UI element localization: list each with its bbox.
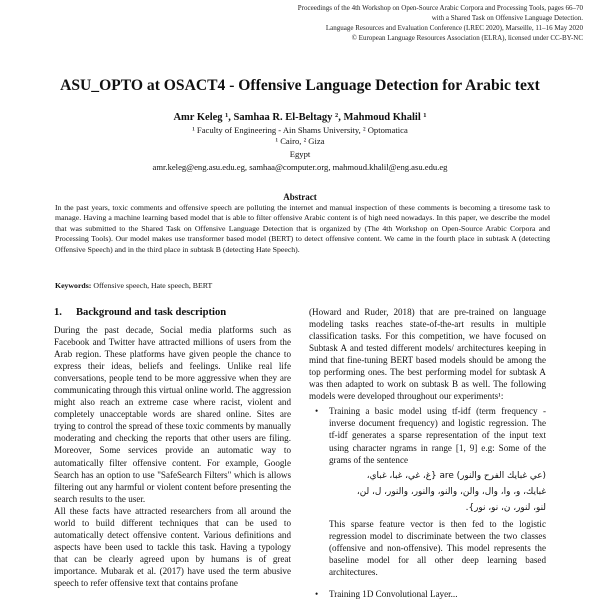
keywords (55, 281, 212, 290)
affiliation-line: ¹ Faculty of Engineering - Ain Shams University, ² Optomatica (192, 125, 408, 135)
abstract-heading: Abstract (283, 192, 317, 202)
arabic-example (329, 468, 546, 516)
list-item (309, 405, 546, 577)
keywords-label: Keywords: (55, 281, 92, 290)
bullet-marker: • (315, 588, 319, 599)
paragraph: All these facts have attracted researchers from all around the world to build different techniques that can be used to automatically detect offensive content. Various definitions and aspects have been used to tackle this task. Having a typology that can be clearly agreed upon by humans is of great importance. Mubarak et al. (2017) have used the term abusive speech to refer offensive text that contains profane (54, 505, 291, 588)
arabic-line: (عي غبايك الفرح والنور) are {غ، غي، غبا، غباي، (366, 470, 546, 481)
proceedings-header (163, 3, 583, 43)
right-column (309, 306, 546, 600)
header-line: Proceedings of the 4th Workshop on Open-Source Arabic Corpora and Processing Tools, pages 66–70 (297, 4, 583, 12)
bullet-text: Training a basic model using tf-idf (term frequency - inverse document frequency) and logistic regression. The tf-idf generates a sparse representation of the input text using character ngrams in range [1, 9] e.g: Some of the grams of the sentence (329, 406, 546, 465)
paragraph: (Howard and Ruder, 2018) that are pre-trained on language modeling tasks reaches state-of-the-art results in multiple classification tasks. For this competition, we have focused on Subtask A and tested different models/ architectures keeping in mind that fine-tuning BERT based models should be among the top performing ones. The best performing model for subtask A was then adapted to work on subtask B as well. The following models were developed throughout our experiments¹: (309, 307, 546, 402)
arabic-line: غبايك، و، وا، وال، والن، والنو، والنور، والنور، ل، لن، (356, 486, 546, 497)
paragraph: During the past decade, Social media platforms such as Facebook and Twitter have attracted millions of users from the Arab region. These platforms have given people the chance to express their ideas, beliefs and feelings. Unlike real life conversations, people tend to be more aggressive when they are communicating through this virtual online world. The aggression might also reach an extreme case where racist, violent and completely unacceptable words are shared online. Sites are trying to control the spread of these toxic comments by manually moderating and checking the reports that other users are filing. Moreover, Some services provide an automatic way to automatically filter offensive content. For example, Google Search has an option to use "SafeSearch Filters" which is allows filtering out any harmful or violent content before presenting the search results to the user. (54, 325, 291, 504)
paper-title: ASU_OPTO at OSACT4 - Offensive Language Detection for Arabic text (60, 77, 540, 94)
header-line: Language Resources and Evaluation Conference (LREC 2020), Marseille, 11–16 May 2020 (325, 24, 583, 32)
keywords-text: Offensive speech, Hate speech, BERT (93, 281, 213, 290)
section-title: Background and task description (75, 307, 227, 318)
list-item (309, 578, 546, 600)
header-line: © European Language Resources Association (ELRA), licensed under CC-BY-NC (351, 34, 583, 42)
header-line: with a Shared Task on Offensive Language Detection. (431, 14, 583, 22)
arabic-line: لنو، لنور، ن، نو، نور}. (465, 502, 546, 513)
bullet-marker: • (315, 406, 319, 417)
affiliation-line: ¹ Cairo, ² Giza (275, 136, 325, 146)
affiliation-line: Egypt (289, 149, 311, 159)
section-heading (54, 307, 240, 318)
model-list (309, 405, 546, 600)
abstract-body: In the past years, toxic comments and offensive speech are polluting the internet and manual inspection of these comments is becoming a tiresome task to manage. Having a machine learning based model that is able to filter offensive Arabic content is of high need nowadays. In this paper, we describe the model that was submitted to the Shared Task on Offensive Language Detection that is organized by (The 4th Workshop on Open-Source Arabic Corpora and Processing Tools). Our model makes use transformer based model (BERT) to detect offensive content. We came in the fourth place in subtask A (detecting Offensive Speech) and in the third place in subtask B (detecting Hate Speech). (55, 203, 550, 254)
bullet-text: This sparse feature vector is then fed to the logistic regression model to discriminate between the two classes (offensive and non-offensive). This model represents the baseline model for all other deep learning based architectures. (329, 518, 546, 577)
section-number: 1. (54, 307, 62, 318)
left-column (54, 324, 291, 589)
paper-authors: Amr Keleg ¹, Samhaa R. El-Beltagy ², Mahmoud Khalil ¹ (173, 112, 427, 123)
author-emails: amr.keleg@eng.asu.edu.eg, samhaa@computer.org, mahmoud.khalil@eng.asu.edu.eg (152, 162, 448, 172)
bullet-text: Training 1D Convolutional Layer... (329, 588, 458, 599)
